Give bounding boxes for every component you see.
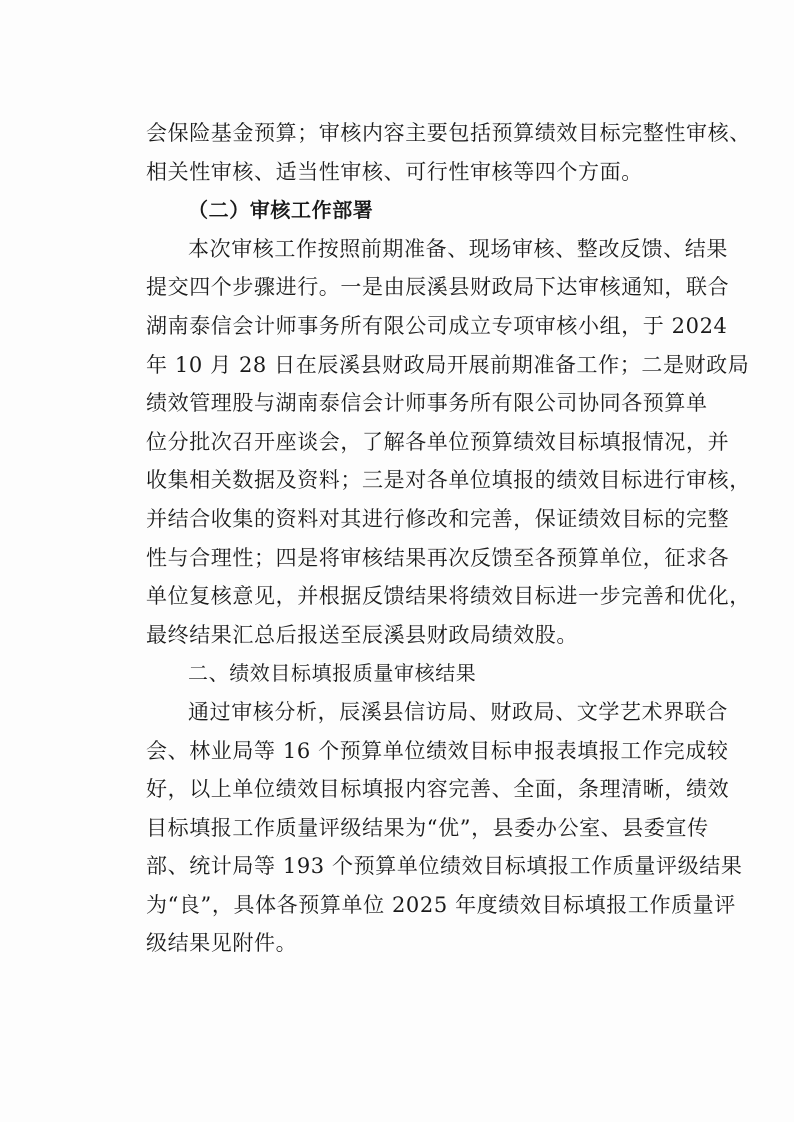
- paragraph-line: 会、林业局等 16 个预算单位绩效目标申报表填报工作完成较: [146, 738, 729, 763]
- paragraph-line: 相关性审核、适当性审核、可行性审核等四个方面。: [146, 159, 643, 184]
- paragraph-line: 通过审核分析，辰溪县信访局、财政局、文学艺术界联合: [188, 699, 728, 724]
- paragraph-line: 本次审核工作按照前期准备、现场审核、整改反馈、结果: [188, 236, 728, 261]
- paragraph-line: 位分批次召开座谈会，了解各单位预算绩效目标填报情况，并: [146, 429, 730, 454]
- paragraph-line: 湖南泰信会计师事务所有限公司成立专项审核小组，于 2024: [146, 313, 728, 338]
- paragraph-line: 并结合收集的资料对其进行修改和完善，保证绩效目标的完整: [146, 506, 730, 531]
- paragraph-line: 绩效管理股与湖南泰信会计师事务所有限公司协同各预算单: [146, 391, 708, 416]
- paragraph-line: 收集相关数据及资料；三是对各单位填报的绩效目标进行审核，: [146, 468, 751, 493]
- section-heading-work-deployment: （二）审核工作部署: [188, 198, 374, 223]
- paragraph-line: 好，以上单位绩效目标填报内容完善、全面，条理清晰，绩效: [146, 777, 730, 802]
- paragraph-line: 会保险基金预算；审核内容主要包括预算绩效目标完整性审核、: [146, 121, 751, 145]
- document-body: [146, 114, 751, 963]
- paragraph-line: 单位复核意见，并根据反馈结果将绩效目标进一步完善和优化，: [146, 584, 751, 609]
- paragraph-line: 为“良”，具体各预算单位 2025 年度绩效目标填报工作质量评: [146, 892, 736, 917]
- paragraph-line: 性与合理性；四是将审核结果再次反馈至各预算单位，征求各: [146, 545, 730, 570]
- section-heading-quality-results: 二、绩效目标填报质量审核结果: [188, 661, 477, 686]
- paragraph-line: 提交四个步骤进行。一是由辰溪县财政局下达审核通知，联合: [146, 275, 730, 300]
- paragraph-line: 年 10 月 28 日在辰溪县财政局开展前期准备工作；二是财政局: [146, 352, 750, 377]
- paragraph-line: 目标填报工作质量评级结果为“优”，县委办公室、县委宣传: [146, 815, 709, 840]
- paragraph-line: 最终结果汇总后报送至辰溪县财政局绩效股。: [146, 622, 578, 647]
- paragraph-line: 部、统计局等 193 个预算单位绩效目标填报工作质量评级结果: [146, 854, 743, 879]
- paragraph-line: 级结果见附件。: [146, 931, 298, 956]
